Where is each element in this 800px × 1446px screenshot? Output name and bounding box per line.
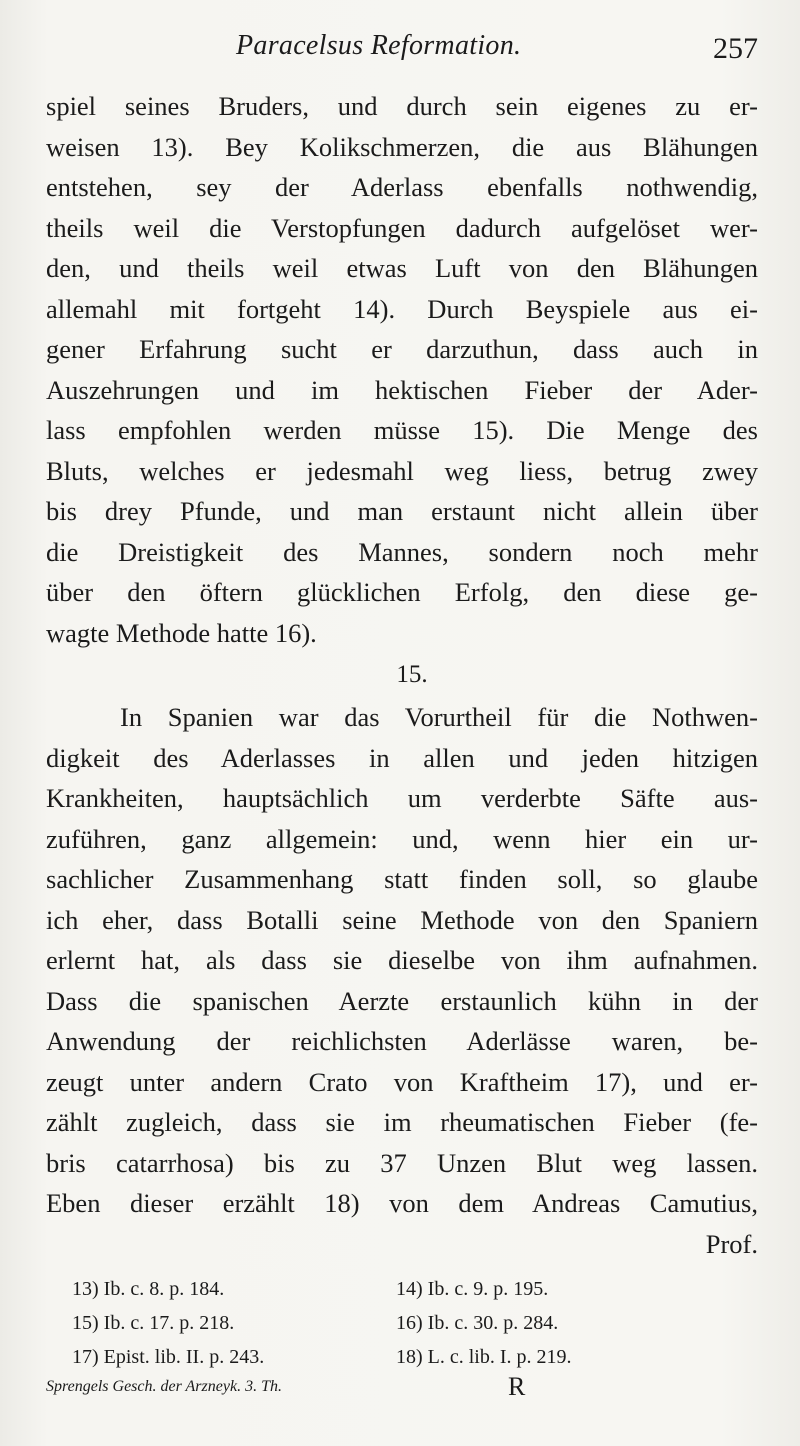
footnote: 16) Ib. c. 30. p. 284.: [396, 1312, 559, 1334]
text-line: weisen 13). Bey Kolikschmerzen, die aus Blähungen: [46, 131, 758, 162]
text-line: über den öftern glücklichen Erfolg, den diese ge-: [46, 577, 758, 607]
footnote-row: [72, 1272, 732, 1306]
text-line: zählt zugleich, dass sie im rheumatischen Fieber (fe-: [46, 1107, 758, 1137]
footnote-row: [72, 1306, 732, 1340]
text-line: gener Erfahrung sucht er darzuthun, dass auch in: [46, 334, 758, 364]
running-head: [0, 28, 800, 68]
signature-text: Sprengels Gesch. der Arzneyk. 3. Th.: [46, 1378, 282, 1395]
body-text: [46, 86, 758, 1264]
footnote: 13) Ib. c. 8. p. 184.: [72, 1278, 225, 1300]
footnote: 17) Epist. lib. II. p. 243.: [72, 1346, 265, 1368]
footnote: 18) L. c. lib. I. p. 219.: [396, 1346, 572, 1368]
text-line: Dass die spanischen Aerzte erstaunlich kühn in der: [46, 985, 758, 1016]
text-line: digkeit des Aderlasses in allen und jeden hitzigen: [46, 742, 758, 773]
text-line: Krankheiten, hauptsächlich um verderbte Säfte aus-: [46, 783, 758, 813]
text-line: zeugt unter andern Crato von Kraftheim 17), und er-: [46, 1066, 758, 1097]
text-line: allemahl mit fortgeht 14). Durch Beyspiele aus ei-: [46, 293, 758, 324]
text-line: Anwendung der reichlichsten Aderlässe waren, be-: [46, 1026, 758, 1056]
footnotes: [72, 1272, 732, 1374]
page-number: 257: [713, 32, 758, 65]
text-line: spiel seines Bruders, und durch sein eigenes zu er-: [46, 91, 758, 121]
footnote-row: [72, 1340, 732, 1374]
text-line: Auszehrungen und im hektischen Fieber der Ader-: [46, 374, 758, 405]
text-line: theils weil die Verstopfungen dadurch aufgelöset wer-: [46, 212, 758, 243]
text-line: bis drey Pfunde, und man erstaunt nicht allein über: [46, 496, 758, 526]
text-line: sachlicher Zusammenhang statt finden soll, so glaube: [46, 864, 758, 894]
text-line: bris catarrhosa) bis zu 37 Unzen Blut weg lassen.: [46, 1147, 758, 1178]
text-line: wagte Methode hatte 16).: [46, 617, 317, 648]
signature-mark: R: [508, 1372, 526, 1401]
footnote: 15) Ib. c. 17. p. 218.: [72, 1312, 235, 1334]
catchword: Prof.: [705, 1228, 758, 1259]
text-line: die Dreistigkeit des Mannes, sondern noch mehr: [46, 536, 758, 567]
text-line: zuführen, ganz allgemein: und, wenn hier ein ur-: [46, 823, 758, 854]
footnote: 14) Ib. c. 9. p. 195.: [396, 1278, 549, 1300]
text-line: In Spanien war das Vorurtheil für die Nothwen-: [120, 702, 758, 732]
text-line: entstehen, sey der Aderlass ebenfalls nothwendig,: [46, 172, 758, 202]
text-line: lass empfohlen werden müsse 15). Die Menge des: [46, 415, 758, 445]
text-line: Bluts, welches er jedesmahl weg liess, betrug zwey: [46, 455, 758, 486]
running-title: Paracelsus Reformation.: [236, 30, 522, 61]
text-line: den, und theils weil etwas Luft von den Blähungen: [46, 253, 758, 283]
paragraph-section-15: [46, 697, 758, 1264]
section-number: 15.: [396, 661, 428, 688]
text-line: Eben dieser erzählt 18) von dem Andreas Camutius,: [46, 1188, 758, 1218]
text-line: erlernt hat, als dass sie dieselbe von ihm aufnahmen.: [46, 945, 758, 975]
printer-signature: [46, 1372, 786, 1408]
text-line: ich eher, dass Botalli seine Methode von den Spaniern: [46, 904, 758, 935]
paragraph-continued: [46, 86, 758, 653]
